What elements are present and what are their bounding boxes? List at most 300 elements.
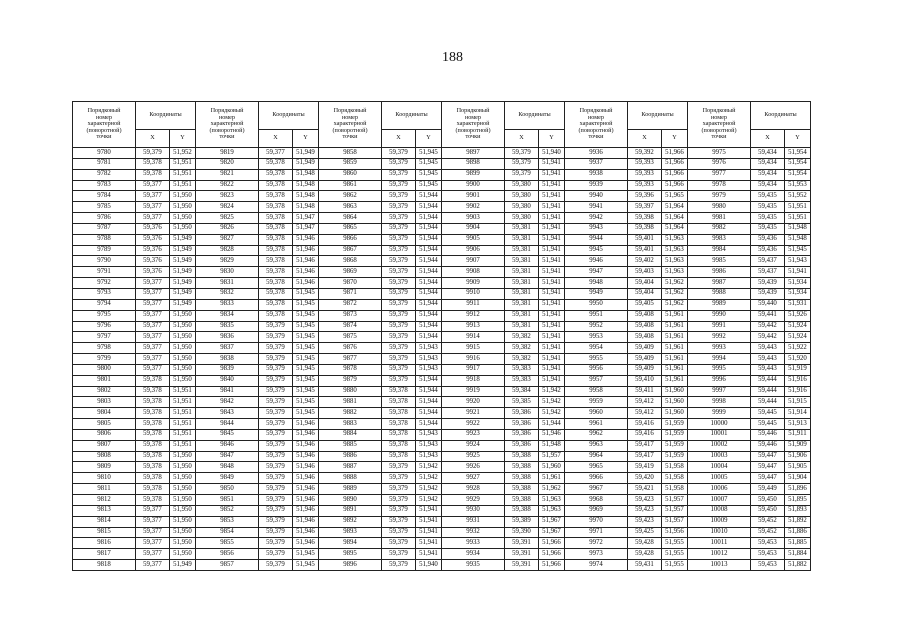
x-coordinate-cell: 59,378: [382, 429, 416, 440]
x-coordinate-cell: 59,377: [136, 343, 170, 354]
x-coordinate-cell: 59,434: [751, 158, 785, 169]
x-coordinate-cell: 59,436: [751, 245, 785, 256]
point-number-cell: 10005: [688, 473, 751, 484]
point-number-cell: 9887: [319, 462, 382, 473]
x-coordinate-cell: 59,388: [505, 505, 539, 516]
x-coordinate-cell: 59,377: [136, 321, 170, 332]
x-coordinate-cell: 59,377: [136, 516, 170, 527]
point-number-cell: 9794: [73, 299, 136, 310]
point-number-cell: 9838: [196, 354, 259, 365]
point-number-cell: 9876: [319, 343, 382, 354]
point-number-cell: 9805: [73, 419, 136, 430]
y-coordinate-cell: 51,949: [170, 299, 196, 310]
point-number-cell: 9842: [196, 397, 259, 408]
y-coordinate-cell: 51,944: [416, 213, 442, 224]
y-coordinate-cell: 51,954: [785, 158, 811, 169]
y-coordinate-cell: 51,944: [416, 191, 442, 202]
x-coordinate-cell: 59,379: [382, 213, 416, 224]
x-coordinate-cell: 59,388: [505, 451, 539, 462]
point-number-cell: 9995: [688, 364, 751, 375]
y-coordinate-cell: 51,913: [785, 419, 811, 430]
point-number-cell: 10002: [688, 440, 751, 451]
coordinates-header: Координаты: [136, 102, 196, 130]
point-number-header-line: номер: [95, 113, 113, 121]
x-coordinate-cell: 59,411: [628, 386, 662, 397]
y-coordinate-cell: 51,941: [539, 245, 565, 256]
point-number-cell: 9933: [442, 538, 505, 549]
x-coordinate-cell: 59,381: [505, 288, 539, 299]
x-coordinate-cell: 59,443: [751, 354, 785, 365]
x-coordinate-cell: 59,412: [628, 408, 662, 419]
x-coordinate-cell: 59,379: [259, 332, 293, 343]
point-number-cell: 9869: [319, 267, 382, 278]
y-coordinate-cell: 51,944: [416, 234, 442, 245]
x-coordinate-cell: 59,377: [136, 310, 170, 321]
y-coordinate-cell: 51,941: [539, 278, 565, 289]
x-coordinate-cell: 59,379: [382, 310, 416, 321]
point-number-header-line: точки: [465, 133, 481, 141]
point-number-cell: 10007: [688, 495, 751, 506]
y-coordinate-cell: 51,966: [662, 169, 688, 180]
x-coordinate-cell: 59,379: [382, 169, 416, 180]
point-number-cell: 9970: [565, 516, 628, 527]
point-number-cell: 9932: [442, 527, 505, 538]
point-number-cell: 9921: [442, 408, 505, 419]
x-coordinate-cell: 59,393: [628, 169, 662, 180]
point-number-cell: 9781: [73, 158, 136, 169]
table-row: [73, 560, 811, 571]
coordinates-header: Координаты: [751, 102, 811, 130]
point-number-cell: 9997: [688, 386, 751, 397]
y-coordinate-cell: 51,950: [170, 310, 196, 321]
y-coordinate-cell: 51,946: [539, 429, 565, 440]
y-coordinate-cell: 51,950: [170, 321, 196, 332]
point-number-cell: 9985: [688, 256, 751, 267]
x-coordinate-cell: 59,379: [259, 516, 293, 527]
x-coordinate-cell: 59,379: [382, 158, 416, 169]
point-number-cell: 9847: [196, 451, 259, 462]
table-row: [73, 473, 811, 484]
x-coordinate-cell: 59,416: [628, 419, 662, 430]
y-column-header: Y: [170, 130, 196, 148]
y-coordinate-cell: 51,949: [170, 234, 196, 245]
table-row: [73, 516, 811, 527]
x-coordinate-cell: 59,444: [751, 375, 785, 386]
point-number-header-line: точки: [588, 133, 604, 141]
x-coordinate-cell: 59,379: [382, 299, 416, 310]
x-coordinate-cell: 59,391: [505, 538, 539, 549]
x-coordinate-cell: 59,376: [136, 234, 170, 245]
point-number-cell: 9943: [565, 223, 628, 234]
x-coordinate-cell: 59,392: [628, 148, 662, 159]
point-number-cell: 9862: [319, 191, 382, 202]
point-number-cell: 9903: [442, 213, 505, 224]
table-row: [73, 321, 811, 332]
y-coordinate-cell: 51,941: [539, 169, 565, 180]
x-coordinate-cell: 59,378: [259, 256, 293, 267]
point-number-cell: 9937: [565, 158, 628, 169]
point-number-cell: 9813: [73, 505, 136, 516]
x-coordinate-cell: 59,379: [259, 560, 293, 571]
point-number-cell: 10012: [688, 549, 751, 560]
x-coordinate-cell: 59,378: [259, 234, 293, 245]
point-number-cell: 9782: [73, 169, 136, 180]
point-number-cell: 9936: [565, 148, 628, 159]
point-number-header-line: точки: [342, 133, 358, 141]
y-coordinate-cell: 51,944: [416, 267, 442, 278]
y-coordinate-cell: 51,964: [662, 202, 688, 213]
y-coordinate-cell: 51,943: [416, 429, 442, 440]
y-coordinate-cell: 51,945: [293, 332, 319, 343]
y-coordinate-cell: 51,941: [539, 191, 565, 202]
x-coordinate-cell: 59,379: [259, 386, 293, 397]
coordinates-table: [72, 101, 811, 571]
y-coordinate-cell: 51,952: [785, 191, 811, 202]
y-coordinate-cell: 51,950: [170, 343, 196, 354]
x-coordinate-cell: 59,417: [628, 440, 662, 451]
y-coordinate-cell: 51,961: [662, 364, 688, 375]
point-number-cell: 9900: [442, 180, 505, 191]
x-coordinate-cell: 59,423: [628, 495, 662, 506]
y-coordinate-cell: 51,944: [416, 245, 442, 256]
point-number-cell: 9849: [196, 473, 259, 484]
point-number-cell: 9848: [196, 462, 259, 473]
point-number-cell: 10008: [688, 505, 751, 516]
x-coordinate-cell: 59,379: [259, 364, 293, 375]
x-coordinate-cell: 59,378: [259, 278, 293, 289]
point-number-cell: 9817: [73, 549, 136, 560]
point-number-cell: 9893: [319, 527, 382, 538]
point-number-cell: 9955: [565, 354, 628, 365]
x-coordinate-cell: 59,383: [505, 375, 539, 386]
x-coordinate-cell: 59,379: [382, 180, 416, 191]
point-number-header-line: Порядковый: [579, 107, 613, 115]
point-number-cell: 9896: [319, 560, 382, 571]
x-coordinate-cell: 59,444: [751, 386, 785, 397]
y-coordinate-cell: 51,916: [785, 375, 811, 386]
y-coordinate-cell: 51,963: [539, 505, 565, 516]
y-coordinate-cell: 51,941: [539, 354, 565, 365]
point-number-cell: 9881: [319, 397, 382, 408]
x-coordinate-cell: 59,409: [628, 343, 662, 354]
point-number-cell: 9867: [319, 245, 382, 256]
point-number-cell: 9835: [196, 321, 259, 332]
y-coordinate-cell: 51,946: [293, 527, 319, 538]
x-coordinate-cell: 59,381: [505, 256, 539, 267]
y-coordinate-cell: 51,944: [416, 397, 442, 408]
point-number-cell: 9946: [565, 256, 628, 267]
point-number-cell: 10006: [688, 484, 751, 495]
x-coordinate-cell: 59,379: [382, 332, 416, 343]
point-number-cell: 9934: [442, 549, 505, 560]
y-coordinate-cell: 51,955: [662, 560, 688, 571]
x-coordinate-cell: 59,442: [751, 321, 785, 332]
y-coordinate-cell: 51,941: [539, 375, 565, 386]
point-number-header-line: характерной: [456, 120, 490, 128]
point-number-cell: 9808: [73, 451, 136, 462]
x-coordinate-cell: 59,408: [628, 332, 662, 343]
point-number-cell: 9830: [196, 267, 259, 278]
x-coordinate-cell: 59,434: [751, 169, 785, 180]
x-coordinate-cell: 59,377: [136, 202, 170, 213]
point-number-cell: 9916: [442, 354, 505, 365]
point-number-cell: 9918: [442, 375, 505, 386]
point-number-cell: 9791: [73, 267, 136, 278]
y-coordinate-cell: 51,892: [785, 516, 811, 527]
x-coordinate-cell: 59,447: [751, 473, 785, 484]
point-number-cell: 9895: [319, 549, 382, 560]
x-coordinate-cell: 59,435: [751, 191, 785, 202]
y-coordinate-cell: 51,949: [293, 158, 319, 169]
x-coordinate-cell: 59,398: [628, 213, 662, 224]
point-number-cell: 9787: [73, 223, 136, 234]
y-coordinate-cell: 51,945: [293, 397, 319, 408]
y-column-header: Y: [416, 130, 442, 148]
y-coordinate-cell: 51,966: [662, 158, 688, 169]
y-coordinate-cell: 51,960: [539, 462, 565, 473]
point-number-cell: 9804: [73, 408, 136, 419]
point-number-cell: 9992: [688, 332, 751, 343]
y-coordinate-cell: 51,945: [293, 375, 319, 386]
point-number-cell: 9826: [196, 223, 259, 234]
point-number-cell: 9854: [196, 527, 259, 538]
y-coordinate-cell: 51,941: [539, 267, 565, 278]
x-coordinate-cell: 59,396: [628, 191, 662, 202]
x-coordinate-cell: 59,446: [751, 429, 785, 440]
y-coordinate-cell: 51,934: [785, 278, 811, 289]
x-coordinate-cell: 59,379: [382, 148, 416, 159]
point-number-cell: 9797: [73, 332, 136, 343]
x-coordinate-cell: 59,378: [136, 451, 170, 462]
table-row: [73, 299, 811, 310]
y-coordinate-cell: 51,945: [293, 343, 319, 354]
x-coordinate-cell: 59,434: [751, 180, 785, 191]
coordinates-header: Координаты: [382, 102, 442, 130]
y-coordinate-cell: 51,916: [785, 386, 811, 397]
x-coordinate-cell: 59,435: [751, 223, 785, 234]
x-coordinate-cell: 59,379: [259, 321, 293, 332]
point-number-cell: 9828: [196, 245, 259, 256]
x-coordinate-cell: 59,381: [505, 310, 539, 321]
point-number-cell: 9785: [73, 202, 136, 213]
y-coordinate-cell: 51,949: [293, 148, 319, 159]
y-coordinate-cell: 51,946: [293, 484, 319, 495]
y-coordinate-cell: 51,949: [170, 256, 196, 267]
point-number-cell: 9795: [73, 310, 136, 321]
point-number-cell: 9863: [319, 202, 382, 213]
x-coordinate-cell: 59,379: [382, 278, 416, 289]
point-number-cell: 9925: [442, 451, 505, 462]
y-coordinate-cell: 51,951: [170, 169, 196, 180]
point-number-cell: 9816: [73, 538, 136, 549]
y-coordinate-cell: 51,959: [662, 429, 688, 440]
x-coordinate-cell: 59,446: [751, 440, 785, 451]
point-number-cell: 9837: [196, 343, 259, 354]
y-coordinate-cell: 51,950: [170, 516, 196, 527]
point-number-cell: 9994: [688, 354, 751, 365]
point-number-cell: 9953: [565, 332, 628, 343]
y-coordinate-cell: 51,963: [539, 495, 565, 506]
x-coordinate-cell: 59,378: [382, 386, 416, 397]
y-coordinate-cell: 51,946: [293, 419, 319, 430]
coordinates-header: Координаты: [628, 102, 688, 130]
table-row: [73, 310, 811, 321]
y-coordinate-cell: 51,950: [170, 505, 196, 516]
x-coordinate-cell: 59,378: [136, 429, 170, 440]
x-coordinate-cell: 59,385: [505, 397, 539, 408]
point-number-cell: 9890: [319, 495, 382, 506]
x-coordinate-cell: 59,391: [505, 549, 539, 560]
point-number-cell: 9964: [565, 451, 628, 462]
x-coordinate-cell: 59,379: [382, 267, 416, 278]
point-number-cell: 9870: [319, 278, 382, 289]
point-number-cell: 9793: [73, 288, 136, 299]
point-number-cell: 9905: [442, 234, 505, 245]
x-coordinate-cell: 59,378: [136, 158, 170, 169]
y-coordinate-cell: 51,885: [785, 538, 811, 549]
point-number-cell: 9961: [565, 419, 628, 430]
y-coordinate-cell: 51,944: [416, 375, 442, 386]
table-row: [73, 375, 811, 386]
x-coordinate-cell: 59,379: [259, 505, 293, 516]
x-coordinate-cell: 59,378: [259, 169, 293, 180]
x-coordinate-cell: 59,379: [382, 560, 416, 571]
x-coordinate-cell: 59,378: [259, 267, 293, 278]
y-coordinate-cell: 51,946: [293, 516, 319, 527]
point-number-cell: 9814: [73, 516, 136, 527]
coordinates-header: Координаты: [259, 102, 319, 130]
point-number-cell: 9938: [565, 169, 628, 180]
x-coordinate-cell: 59,378: [259, 288, 293, 299]
x-coordinate-cell: 59,391: [505, 560, 539, 571]
x-coordinate-cell: 59,379: [259, 375, 293, 386]
x-coordinate-cell: 59,393: [628, 180, 662, 191]
y-coordinate-cell: 51,945: [293, 549, 319, 560]
y-coordinate-cell: 51,955: [662, 549, 688, 560]
x-coordinate-cell: 59,379: [505, 148, 539, 159]
x-coordinate-cell: 59,450: [751, 505, 785, 516]
y-coordinate-cell: 51,950: [170, 527, 196, 538]
point-number-cell: 9926: [442, 462, 505, 473]
x-coordinate-cell: 59,409: [628, 364, 662, 375]
x-coordinate-cell: 59,379: [259, 484, 293, 495]
table-row: [73, 343, 811, 354]
point-number-cell: 9864: [319, 213, 382, 224]
point-number-cell: 9914: [442, 332, 505, 343]
y-coordinate-cell: 51,951: [170, 429, 196, 440]
x-coordinate-cell: 59,377: [259, 148, 293, 159]
y-coordinate-cell: 51,945: [416, 148, 442, 159]
page-number: 188: [442, 50, 463, 65]
y-coordinate-cell: 51,960: [662, 408, 688, 419]
y-coordinate-cell: 51,941: [539, 158, 565, 169]
x-coordinate-cell: 59,378: [136, 473, 170, 484]
x-coordinate-cell: 59,378: [259, 158, 293, 169]
x-coordinate-cell: 59,377: [136, 527, 170, 538]
x-coordinate-cell: 59,378: [136, 484, 170, 495]
x-coordinate-cell: 59,435: [751, 202, 785, 213]
x-coordinate-cell: 59,378: [136, 169, 170, 180]
y-coordinate-cell: 51,946: [293, 538, 319, 549]
x-coordinate-cell: 59,378: [382, 419, 416, 430]
point-number-cell: 9801: [73, 375, 136, 386]
point-number-cell: 10001: [688, 429, 751, 440]
point-number-cell: 9873: [319, 310, 382, 321]
point-number-header-line: характерной: [579, 120, 613, 128]
x-coordinate-cell: 59,384: [505, 386, 539, 397]
x-coordinate-cell: 59,402: [628, 256, 662, 267]
point-number-cell: 9948: [565, 278, 628, 289]
y-coordinate-cell: 51,914: [785, 408, 811, 419]
x-coordinate-cell: 59,382: [505, 343, 539, 354]
point-number-header-line: номер: [218, 113, 236, 121]
x-coordinate-cell: 59,378: [136, 397, 170, 408]
y-coordinate-cell: 51,966: [539, 549, 565, 560]
point-number-cell: 9958: [565, 386, 628, 397]
point-number-header: [565, 102, 628, 148]
y-coordinate-cell: 51,941: [539, 310, 565, 321]
y-coordinate-cell: 51,950: [170, 213, 196, 224]
point-number-cell: 9865: [319, 223, 382, 234]
x-coordinate-cell: 59,377: [136, 278, 170, 289]
point-number-cell: 9877: [319, 354, 382, 365]
y-coordinate-cell: 51,944: [539, 419, 565, 430]
point-number-cell: 9894: [319, 538, 382, 549]
y-coordinate-cell: 51,966: [662, 148, 688, 159]
x-coordinate-cell: 59,379: [259, 538, 293, 549]
point-number-cell: 9966: [565, 473, 628, 484]
y-coordinate-cell: 51,961: [662, 321, 688, 332]
point-number-cell: 9951: [565, 310, 628, 321]
table-row: [73, 332, 811, 343]
table-row: [73, 462, 811, 473]
y-coordinate-cell: 51,922: [785, 343, 811, 354]
x-coordinate-cell: 59,379: [259, 527, 293, 538]
y-coordinate-cell: 51,967: [539, 516, 565, 527]
point-number-cell: 10013: [688, 560, 751, 571]
point-number-cell: 9977: [688, 169, 751, 180]
y-coordinate-cell: 51,954: [785, 169, 811, 180]
point-number-cell: 9788: [73, 234, 136, 245]
table-row: [73, 278, 811, 289]
x-coordinate-cell: 59,381: [505, 321, 539, 332]
point-number-cell: 9879: [319, 375, 382, 386]
y-coordinate-cell: 51,942: [416, 462, 442, 473]
y-coordinate-cell: 51,953: [785, 180, 811, 191]
x-coordinate-cell: 59,442: [751, 332, 785, 343]
x-coordinate-cell: 59,383: [505, 364, 539, 375]
y-coordinate-cell: 51,941: [539, 364, 565, 375]
point-number-cell: 9960: [565, 408, 628, 419]
x-coordinate-cell: 59,378: [382, 440, 416, 451]
y-column-header: Y: [539, 130, 565, 148]
x-coordinate-cell: 59,380: [505, 180, 539, 191]
point-number-cell: 9940: [565, 191, 628, 202]
y-coordinate-cell: 51,884: [785, 549, 811, 560]
x-coordinate-cell: 59,390: [505, 527, 539, 538]
x-coordinate-cell: 59,380: [505, 202, 539, 213]
point-number-cell: 9851: [196, 495, 259, 506]
x-coordinate-cell: 59,434: [751, 148, 785, 159]
y-coordinate-cell: 51,958: [662, 473, 688, 484]
point-number-cell: 9783: [73, 180, 136, 191]
x-coordinate-cell: 59,388: [505, 495, 539, 506]
y-coordinate-cell: 51,906: [785, 451, 811, 462]
point-number-cell: 9950: [565, 299, 628, 310]
table-row: [73, 397, 811, 408]
y-coordinate-cell: 51,966: [539, 560, 565, 571]
point-number-cell: 9957: [565, 375, 628, 386]
